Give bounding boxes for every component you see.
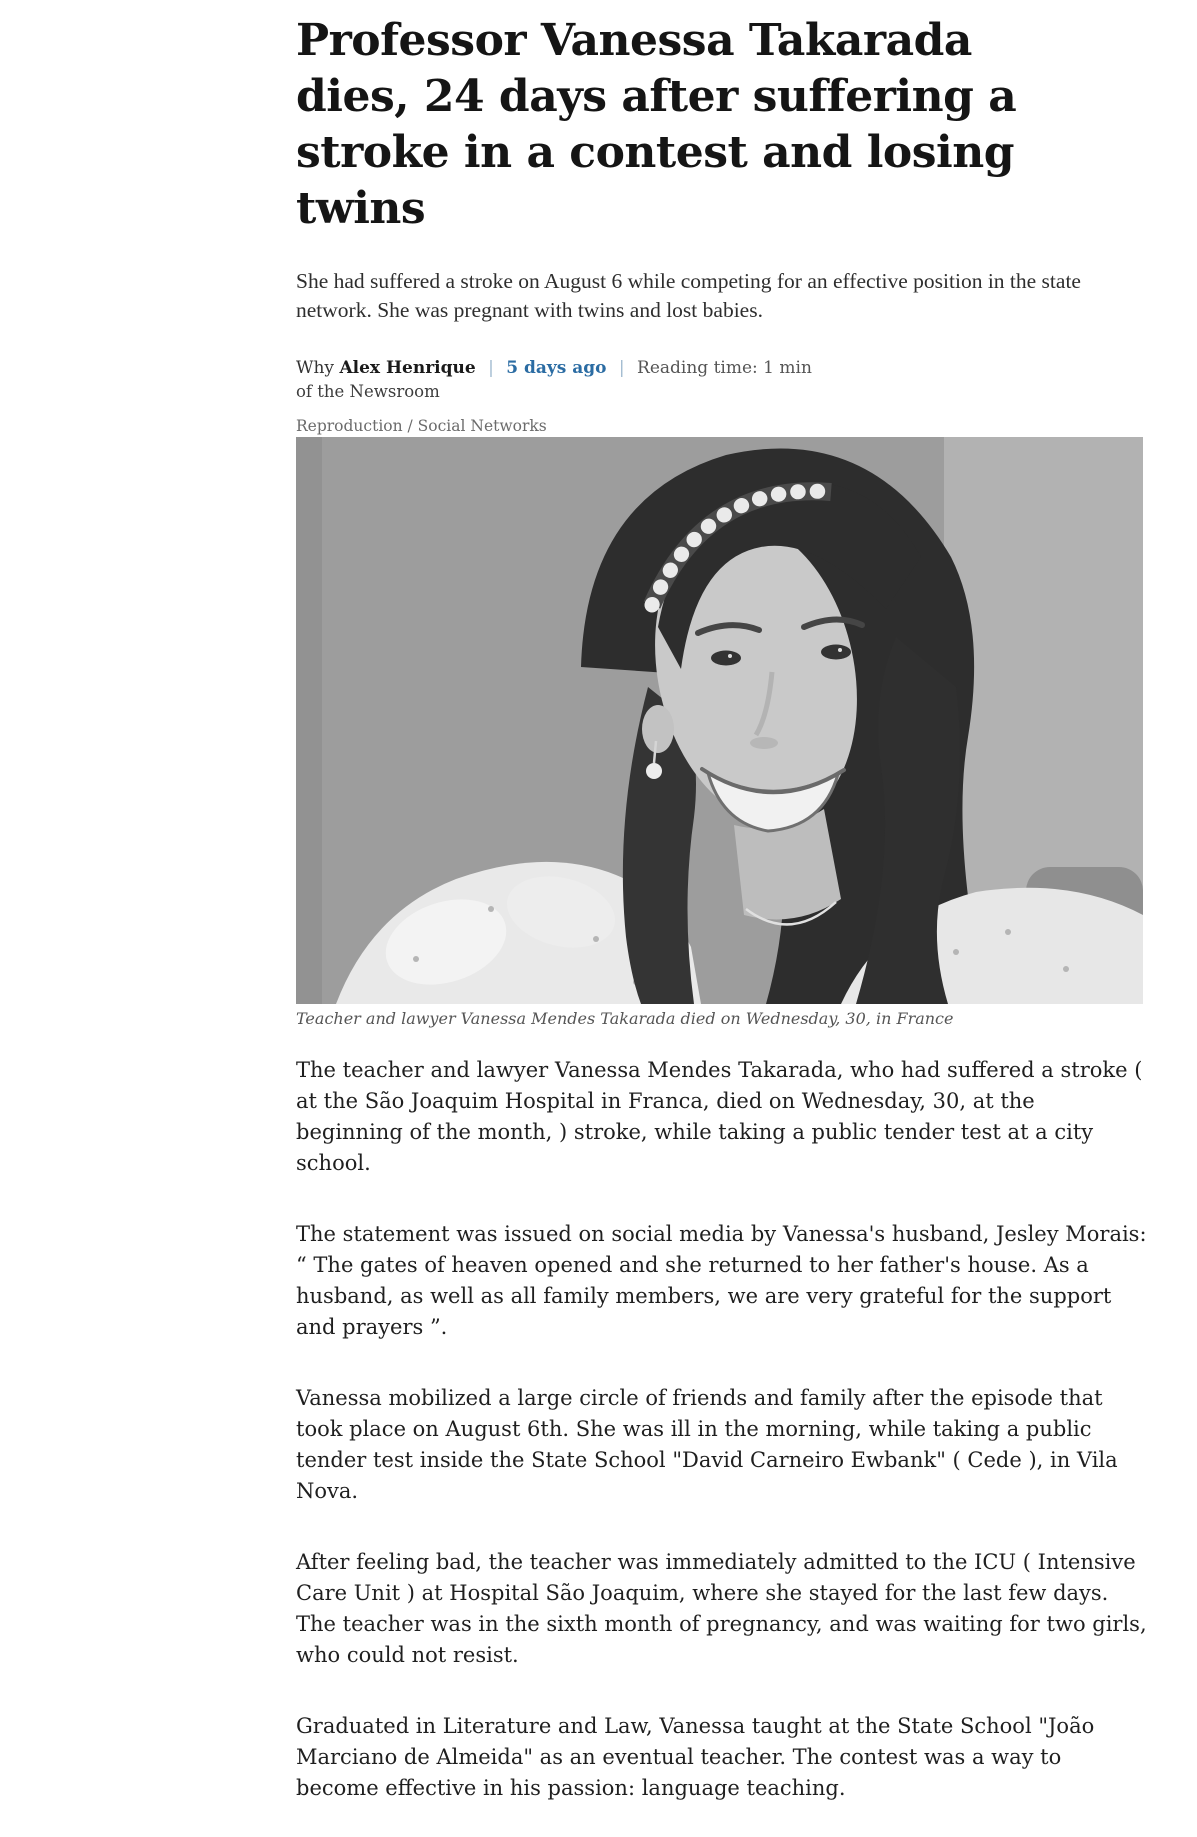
paragraph: Vanessa mobilized a large circle of friends and family after the episode that took place on August 6th. She was ill in the morning, while taking a public tender test inside the State School "David Carneiro Ewbank" ( Cede ), in Vila Nova.: [296, 1386, 1118, 1503]
article-figure: [296, 437, 1148, 1029]
article-deck: She had suffered a stroke on August 6 while competing for an effective position in the state network. She was pregnant with twins and lost babies.: [296, 269, 1081, 322]
headline-line: twins: [296, 183, 426, 234]
published-date-link[interactable]: 5 days ago: [506, 358, 607, 378]
photo-credit: Reproduction / Social Networks: [296, 417, 547, 435]
byline-separator: |: [488, 358, 494, 378]
headline-line: dies, 24 days after suffering a: [296, 71, 1017, 122]
reading-time: Reading time: 1 min: [637, 358, 812, 378]
portrait-photo-illustration: [296, 437, 1143, 1004]
article-body: [296, 1055, 1148, 1804]
paragraph: Graduated in Literature and Law, Vanessa taught at the State School "João Marciano de Almeida" as an eventual teacher. The contest was a way to become effective in his passion: language teaching.: [296, 1714, 1095, 1800]
paragraph: The statement was issued on social media by Vanessa's husband, Jesley Morais: “ The gates of heaven opened and she returned to her father's house. As a husband, as well as all family members, we are very grateful for the support and prayers ”.: [296, 1222, 1147, 1339]
paragraph: After feeling bad, the teacher was immediately admitted to the ICU ( Intensive Care Unit ) at Hospital São Joaquim, where she stayed for the last few days. The teacher was in the sixth month of pregnancy, and was waiting for two girls, who could not resist.: [296, 1550, 1147, 1667]
paragraph: The teacher and lawyer Vanessa Mendes Takarada, who had suffered a stroke ( at the São Joaquim Hospital in Franca, died on Wednesday, 30, at the beginning of the month, ) stroke, while taking a public tender test at a city school.: [296, 1058, 1143, 1175]
page-title: [296, 13, 1148, 237]
headline-line: stroke in a contest and losing: [296, 127, 1015, 178]
article: [296, 0, 1148, 1804]
byline-affiliation: of the Newsroom: [296, 382, 440, 401]
byline-separator: |: [618, 358, 625, 378]
article-photo: [296, 437, 1143, 1004]
author-link[interactable]: Alex Henrique: [339, 358, 476, 378]
headline-line: Professor Vanessa Takarada: [296, 15, 972, 66]
photo-caption: Teacher and lawyer Vanessa Mendes Takarada died on Wednesday, 30, in France: [296, 1009, 954, 1028]
byline-prefix: Why: [296, 358, 335, 378]
byline: [296, 357, 1148, 379]
